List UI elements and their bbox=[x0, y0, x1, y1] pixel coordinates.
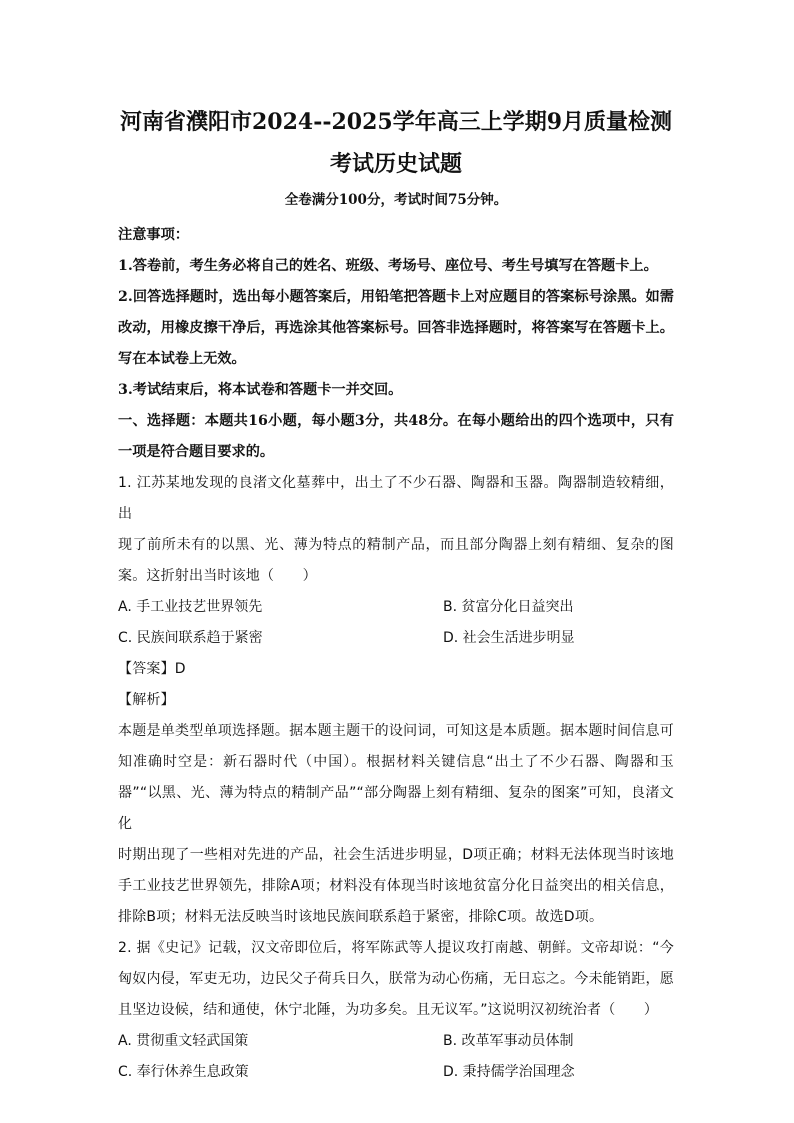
exam-title-line1: 河南省濮阳市2024--2025学年高三上学期9月质量检测 bbox=[119, 109, 673, 135]
q2-stem-line2: 匈奴内侵，军吏无功，边民父子荷兵日久，朕常为动心伤痛，无日忘之。今未能销距，愿 bbox=[118, 971, 674, 987]
q1-analysis-line6: 排除B项；材料无法反映当时该地民族间联系趋于紧密，排除C项。故选D项。 bbox=[118, 909, 604, 925]
q2-option-d: D. 秉持儒学治国理念 bbox=[443, 1064, 575, 1080]
q2-option-b: B. 改革军事动员体制 bbox=[443, 1033, 574, 1049]
notes-heading: 注意事项： bbox=[118, 227, 189, 243]
notes-item-2-line3: 写在本试卷上无效。 bbox=[118, 351, 246, 367]
q1-analysis-heading: 【解析】 bbox=[118, 692, 175, 708]
notes-item-3: 3.考试结束后，将本试卷和答题卡一并交回。 bbox=[118, 382, 403, 398]
q1-option-d: D. 社会生活进步明显 bbox=[443, 630, 575, 646]
notes-item-2-line2: 改动，用橡皮擦干净后，再选涂其他答案标号。回答非选择题时，将答案写在答题卡上。 bbox=[118, 320, 674, 336]
exam-page bbox=[118, 98, 674, 1088]
q1-options-row1 bbox=[118, 592, 674, 623]
q2-options-row1 bbox=[118, 1026, 674, 1057]
q2-stem-line3: 且坚边设候，结和通使，休宁北陲，为功多矣。且无议军。”这说明汉初统治者（ ） bbox=[118, 1002, 659, 1018]
q1-answer: 【答案】D bbox=[118, 661, 186, 677]
q2-option-c: C. 奉行休养生息政策 bbox=[118, 1064, 249, 1080]
q1-option-b: B. 贫富分化日益突出 bbox=[443, 599, 574, 615]
q2-stem-line1: 2. 据《史记》记载，汉文帝即位后，将军陈武等人提议攻打南越、朝鲜。文帝却说：“今 bbox=[118, 940, 674, 956]
q1-option-c: C. 民族间联系趋于紧密 bbox=[118, 630, 263, 646]
notes-item-2-line1: 2.回答选择题时，选出每小题答案后，用铅笔把答题卡上对应题目的答案标号涂黑。如需 bbox=[118, 289, 674, 305]
q2-options-row2 bbox=[118, 1057, 674, 1088]
q1-analysis-line4: 时期出现了一些相对先进的产品，社会生活进步明显，D项正确；材料无法体现当时该地 bbox=[118, 847, 674, 863]
q1-analysis-line5: 手工业技艺世界领先，排除A项；材料没有体现当时该地贫富分化日益突出的相关信息， bbox=[118, 878, 674, 894]
q1-stem-line1: 1. 江苏某地发现的良渚文化墓葬中，出土了不少石器、陶器和玉器。陶器制造较精细，出 bbox=[118, 475, 674, 522]
q1-option-a: A. 手工业技艺世界领先 bbox=[118, 599, 263, 615]
exam-title-line2: 考试历史试题 bbox=[329, 151, 462, 177]
q1-analysis-line1: 本题是单类型单项选择题。据本题主题干的设问词，可知这是本质题。据本题时间信息可 bbox=[118, 723, 674, 739]
section-heading-line1: 一、选择题：本题共16小题，每小题3分，共48分。在每小题给出的四个选项中，只有 bbox=[118, 413, 674, 429]
q2-option-a: A. 贯彻重文轻武国策 bbox=[118, 1033, 249, 1049]
q1-analysis-line3: 器”“以黑、光、薄为特点的精制产品”“部分陶器上刻有精细、复杂的图案”可知，良渚文化 bbox=[118, 785, 674, 832]
notes-item-1: 1.答卷前，考生务必将自己的姓名、班级、考场号、座位号、考生号填写在答题卡上。 bbox=[118, 258, 658, 274]
exam-subtitle: 全卷满分100分，考试时间75分钟。 bbox=[284, 192, 508, 208]
q1-stem-line2: 现了前所未有的以黑、光、薄为特点的精制产品，而且部分陶器上刻有精细、复杂的图 bbox=[118, 537, 674, 553]
q1-analysis-line2: 知准确时空是：新石器时代（中国）。根据材料关键信息“出土了不少石器、陶器和玉 bbox=[118, 754, 674, 770]
q1-stem-line3: 案。这折射出当时该地（ ） bbox=[118, 568, 317, 584]
section-heading-line2: 一项是符合题目要求的。 bbox=[118, 444, 275, 460]
q1-options-row2 bbox=[118, 623, 674, 654]
